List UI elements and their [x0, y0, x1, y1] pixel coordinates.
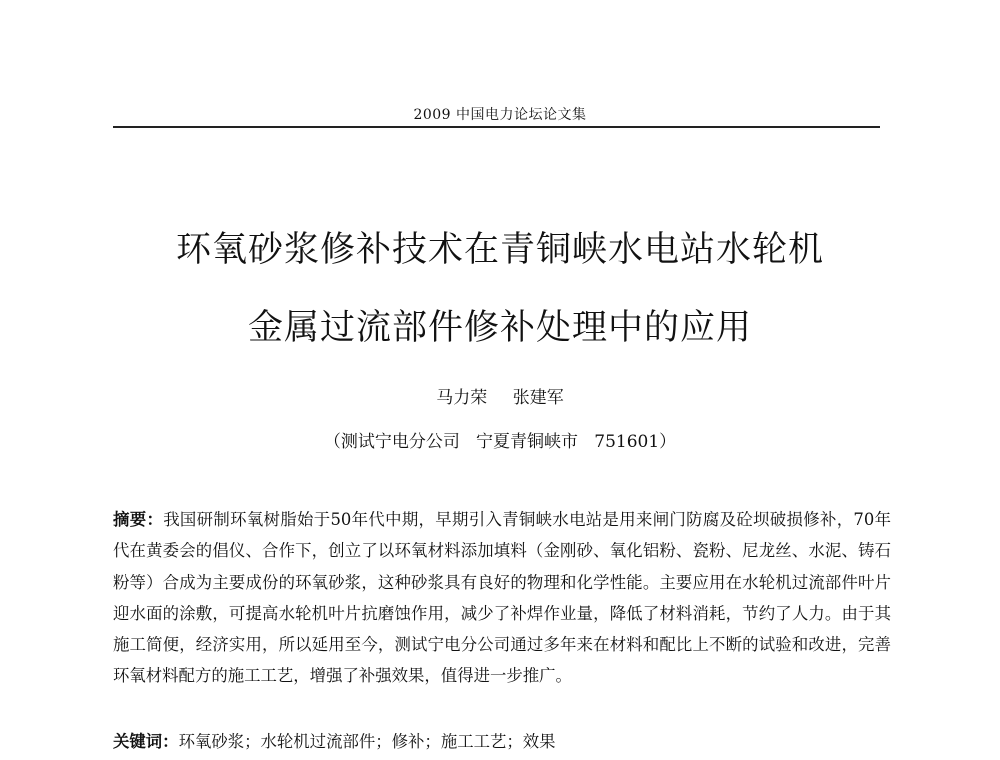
- abstract: [113, 504, 891, 692]
- author-name: 马力荣: [436, 388, 488, 408]
- author-name: 张建军: [512, 388, 564, 408]
- header-rule: [113, 126, 880, 128]
- keywords: [113, 730, 891, 754]
- running-header: 2009 中国电力论坛论文集: [413, 107, 587, 123]
- paper-title-line-2: 金属过流部件修补处理中的应用: [247, 308, 752, 348]
- keyword: ； 水轮机过流部件: [244, 732, 375, 751]
- paper-title-line-1: 环氧砂浆修补技术在青铜峡水电站水轮机: [175, 230, 824, 270]
- keyword: ； 效果: [506, 732, 555, 751]
- keyword: ； 修补: [375, 732, 424, 751]
- keywords-label: 关键词：: [113, 732, 179, 751]
- author-list: [0, 383, 1000, 408]
- abstract-text: 我国研制环氧树脂始于50年代中期，早期引入青铜峡水电站是用来闸门防腐及砼坝破损修补，70年代在黄委会的倡仪、合作下，创立了以环氧材料添加填料（金刚砂、氧化铝粉、瓷粉、尼龙丝、水泥、铸石粉等）合成为主要成份的环氧砂浆，这种砂浆具有良好的物理和化学性能。主要应用在水轮机过流部件叶片迎水面的涂敷，可提高水轮机叶片抗磨蚀作用，减少了补焊作业量，降低了材料消耗，节约了人力。由于其施工简便，经济实用，所以延用至今，测试宁电分公司通过多年来在材料和配比上不断的试验和改进，完善环氧材料配方的施工工艺，增强了补强效果，值得进一步推广。: [113, 510, 892, 686]
- author-affiliation: （测试宁电分公司 宁夏青铜峡市 751601）: [323, 432, 677, 452]
- keyword: 环氧砂浆: [178, 732, 245, 751]
- abstract-label: 摘要：: [113, 510, 164, 529]
- keyword: ； 施工工艺: [424, 732, 506, 751]
